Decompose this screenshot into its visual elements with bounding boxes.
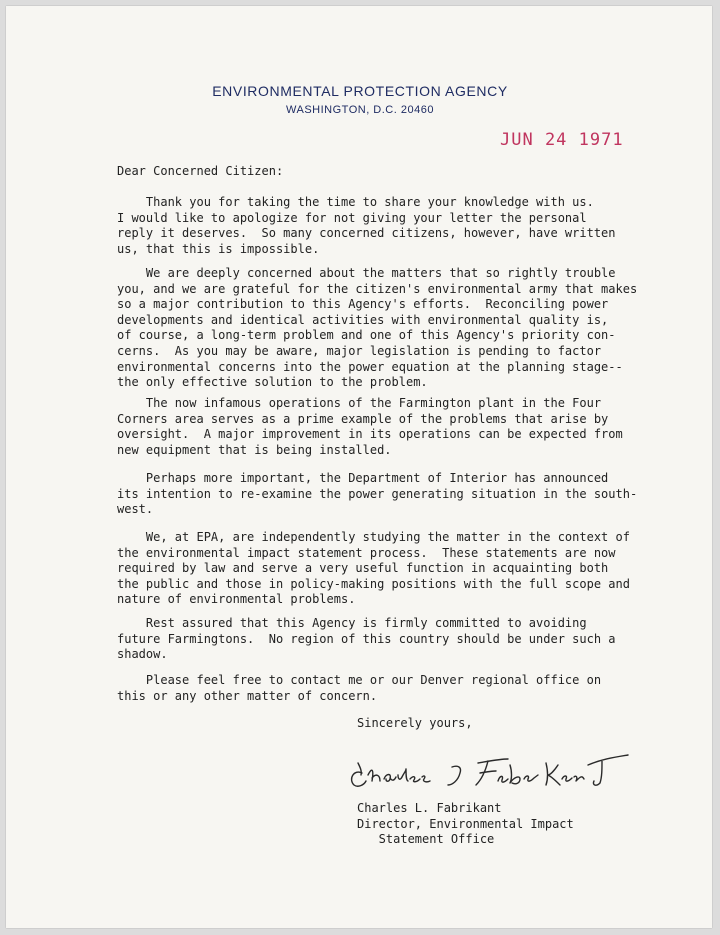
handwritten-signature xyxy=(340,745,640,795)
date-stamp: JUN 24 1971 xyxy=(500,130,624,150)
letterhead-address: WASHINGTON, D.C. 20460 xyxy=(286,104,434,116)
paragraph-line: required by law and serve a very useful function in acquainting both xyxy=(117,561,609,576)
paragraph-line: Perhaps more important, the Department of Interior has announced xyxy=(117,471,609,485)
paragraph-line: its intention to re-examine the power generating situation in the south- xyxy=(117,486,638,501)
paragraph-line: oversight. A major improvement in its operations can be expected from xyxy=(117,427,623,442)
paragraph-line: cerns. As you may be aware, major legislation is pending to factor xyxy=(117,343,602,358)
paragraph-3 xyxy=(117,396,677,458)
paragraph-line: Corners area serves as a prime example of the problems that arise by xyxy=(117,411,609,426)
paragraph-6 xyxy=(117,616,677,663)
paragraph-line: nature of environmental problems. xyxy=(117,592,356,607)
paragraph-line: shadow. xyxy=(117,647,168,662)
closing: Sincerely yours, xyxy=(357,716,473,730)
paragraph-line: Rest assured that this Agency is firmly committed to avoiding xyxy=(117,616,587,630)
paragraph-4 xyxy=(117,471,677,518)
signer-block xyxy=(357,801,574,848)
paragraph-line: the public and those in policy-making positions with the full scope and xyxy=(117,576,630,591)
signer-name: Charles L. Fabrikant xyxy=(357,801,502,815)
paragraph-line: Thank you for taking the time to share your knowledge with us. xyxy=(117,195,594,209)
paragraph-line: this or any other matter of concern. xyxy=(117,688,378,703)
letterhead-agency: ENVIRONMENTAL PROTECTION AGENCY xyxy=(212,83,508,99)
paragraph-line: environmental concerns into the power equation at the planning stage-- xyxy=(117,359,623,374)
signer-title-line-2: Statement Office xyxy=(357,832,495,847)
paragraph-line: The now infamous operations of the Farmington plant in the Four xyxy=(117,396,602,410)
paragraph-1 xyxy=(117,195,677,257)
paragraph-line: you, and we are grateful for the citizen's environmental army that makes xyxy=(117,281,638,296)
paragraph-line: west. xyxy=(117,502,154,517)
paragraph-line: the environmental impact statement process. These statements are now xyxy=(117,545,616,560)
paragraph-line: us, that this is impossible. xyxy=(117,241,320,256)
paragraph-line: of course, a long-term problem and one of this Agency's priority con- xyxy=(117,328,616,343)
paragraph-line: developments and identical activities with environmental quality is, xyxy=(117,312,609,327)
paragraph-line: reply it deserves. So many concerned citizens, however, have written xyxy=(117,226,616,241)
salutation: Dear Concerned Citizen: xyxy=(117,164,284,178)
paragraph-line: new equipment that is being installed. xyxy=(117,442,392,457)
paragraph-5 xyxy=(117,530,677,608)
paragraph-line: We, at EPA, are independently studying the matter in the context of xyxy=(117,530,630,544)
paragraph-line: I would like to apologize for not giving your letter the personal xyxy=(117,210,587,225)
paragraph-line: Please feel free to contact me or our Denver regional office on xyxy=(117,673,602,687)
paragraph-2 xyxy=(117,266,677,391)
paragraph-7 xyxy=(117,673,677,704)
paragraph-line: We are deeply concerned about the matters that so rightly trouble xyxy=(117,266,616,280)
paragraph-line: so a major contribution to this Agency's efforts. Reconciling power xyxy=(117,297,609,312)
paragraph-line: future Farmingtons. No region of this country should be under such a xyxy=(117,631,616,646)
signer-title-line-1: Director, Environmental Impact xyxy=(357,816,574,831)
paragraph-line: the only effective solution to the problem. xyxy=(117,375,428,390)
